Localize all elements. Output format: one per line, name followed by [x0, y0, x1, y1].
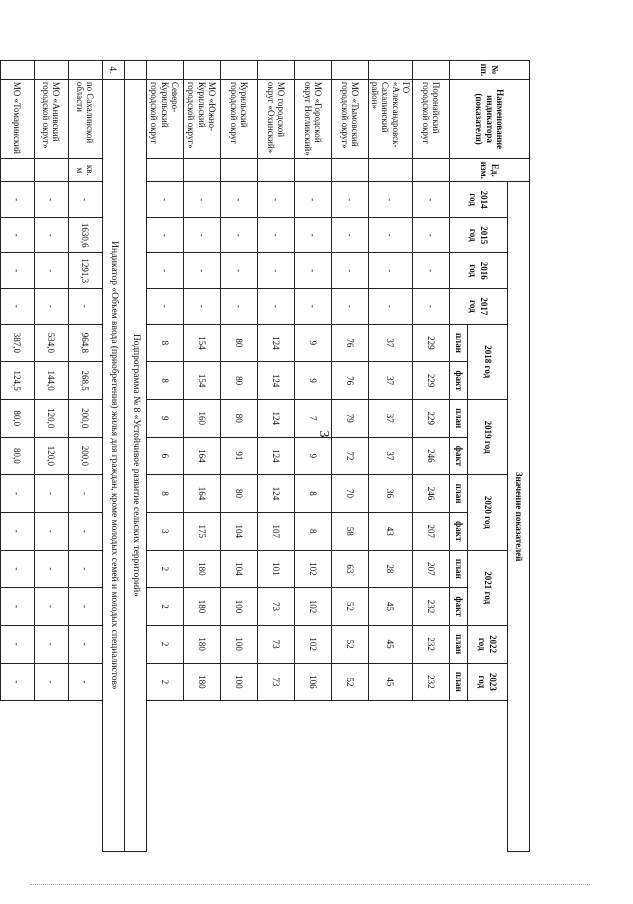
value-cell: -	[294, 182, 331, 218]
value-cell: -	[0, 512, 34, 550]
value-cell: -	[294, 217, 331, 253]
table-row	[294, 61, 331, 852]
value-cell: 387,0	[0, 324, 34, 362]
value-cell: 8	[294, 512, 331, 550]
value-cell: -	[331, 289, 368, 325]
value-cell: -	[0, 217, 34, 253]
value-cell: 107	[257, 512, 294, 550]
value-cell: -	[34, 475, 68, 513]
value-cell: 200,0	[68, 437, 102, 475]
value-cell: -	[34, 625, 68, 663]
indicator-table	[0, 60, 530, 852]
value-cell: 80	[220, 399, 257, 437]
value-cell: 2	[146, 625, 183, 663]
year-2022-header: 2022 год	[468, 625, 508, 663]
value-cell: 100	[220, 588, 257, 626]
value-cell: -	[34, 253, 68, 289]
table-row	[220, 61, 257, 852]
value-cell: -	[68, 588, 102, 626]
value-cell: 180	[183, 550, 220, 588]
value-cell: -	[368, 182, 412, 218]
value-cell: -	[257, 217, 294, 253]
value-cell: -	[368, 253, 412, 289]
plan-header: план	[450, 324, 468, 362]
value-cell: -	[183, 182, 220, 218]
row-name-cell: МО «Южно-Курильский городской округ»	[183, 79, 220, 159]
subprogram-row	[124, 61, 146, 852]
value-cell: 229	[413, 362, 450, 400]
value-cell: 180	[183, 588, 220, 626]
value-cell: 120,0	[34, 437, 68, 475]
table-row	[413, 61, 450, 852]
value-cell: 79	[331, 399, 368, 437]
value-cell: 164	[183, 437, 220, 475]
year-2023-header: 2023 год	[468, 663, 508, 701]
table-row	[34, 61, 68, 852]
value-cell: 52	[331, 588, 368, 626]
value-cell: -	[183, 217, 220, 253]
value-cell: 154	[183, 362, 220, 400]
value-cell: 200,0	[68, 399, 102, 437]
value-cell: 104	[220, 512, 257, 550]
value-cell: -	[257, 289, 294, 325]
row-name-cell: ГО «Александровск-Сахалинский район»	[368, 79, 412, 159]
row-unit-cell	[0, 159, 34, 182]
row-unit-cell	[34, 159, 68, 182]
row-unit-cell	[257, 159, 294, 182]
value-cell: 37	[368, 437, 412, 475]
year-2017-header: 2017 год	[450, 289, 508, 325]
value-cell: -	[368, 289, 412, 325]
value-cell: -	[34, 182, 68, 218]
value-cell: 72	[331, 437, 368, 475]
row-num-cell	[68, 61, 102, 80]
value-cell: -	[34, 663, 68, 701]
value-cell: -	[68, 289, 102, 325]
value-cell: 268,5	[68, 362, 102, 400]
value-cell: 175	[183, 512, 220, 550]
fact-header: факт	[450, 362, 468, 400]
year-2016-header: 2016 год	[450, 253, 508, 289]
plan-header: план	[450, 663, 468, 701]
row-unit-cell	[294, 159, 331, 182]
value-cell: -	[34, 217, 68, 253]
value-cell: 73	[257, 663, 294, 701]
value-cell: 102	[294, 588, 331, 626]
value-cell: -	[34, 512, 68, 550]
value-cell: -	[220, 182, 257, 218]
value-cell: 28	[368, 550, 412, 588]
value-cell: -	[68, 475, 102, 513]
col-unit-header: Ед. изм.	[450, 159, 530, 182]
row-num-cell	[220, 61, 257, 80]
row-name-cell: МО «Томаринский	[0, 79, 34, 159]
row-unit-cell: кв. м	[68, 159, 102, 182]
value-cell: 8	[146, 362, 183, 400]
year-2020-header: 2020 год	[468, 475, 508, 550]
value-cell: 80	[220, 362, 257, 400]
value-cell: 124	[257, 324, 294, 362]
row-num-cell	[257, 61, 294, 80]
row-num-cell	[183, 61, 220, 80]
fact-header: факт	[450, 437, 468, 475]
row-num-cell	[368, 61, 412, 80]
row-num-cell	[34, 61, 68, 80]
value-cell: -	[0, 550, 34, 588]
value-cell: -	[257, 182, 294, 218]
row-name-cell: МО «Анивский городской округ»	[34, 79, 68, 159]
value-cell: -	[220, 217, 257, 253]
row-name-cell: Поронайский городской округ	[413, 79, 450, 159]
value-cell: 73	[257, 588, 294, 626]
value-cell: 76	[331, 362, 368, 400]
table-row	[183, 61, 220, 852]
value-cell: 6	[146, 437, 183, 475]
value-cell: -	[0, 625, 34, 663]
table-row	[0, 61, 34, 852]
value-cell: 154	[183, 324, 220, 362]
value-cell: 101	[257, 550, 294, 588]
value-cell: 45	[368, 663, 412, 701]
value-cell: -	[34, 588, 68, 626]
value-cell: 37	[368, 324, 412, 362]
rotated-table-container	[12, 60, 530, 852]
value-cell: -	[146, 289, 183, 325]
value-cell: 144,0	[34, 362, 68, 400]
value-cell: -	[0, 253, 34, 289]
value-cell: 229	[413, 324, 450, 362]
row-name-cell: МО «Городской округ Ногликский»	[294, 79, 331, 159]
row-unit-cell	[183, 159, 220, 182]
table-row	[257, 61, 294, 852]
page-number: 3	[316, 430, 331, 438]
value-cell: -	[183, 253, 220, 289]
value-cell: 964,8	[68, 324, 102, 362]
value-cell: 160	[183, 399, 220, 437]
value-cell: 58	[331, 512, 368, 550]
year-2015-header: 2015 год	[450, 217, 508, 253]
indicator-row	[102, 61, 124, 852]
value-cell: -	[0, 289, 34, 325]
value-cell: 76	[331, 324, 368, 362]
value-cell: 232	[413, 588, 450, 626]
value-cell: 45	[368, 625, 412, 663]
value-cell: -	[183, 289, 220, 325]
value-cell: 120,0	[34, 399, 68, 437]
year-2021-header: 2021 год	[468, 550, 508, 625]
col-num-header: № пп.	[450, 61, 530, 80]
value-cell: -	[220, 289, 257, 325]
row-unit-cell	[413, 159, 450, 182]
value-cell: -	[68, 512, 102, 550]
value-cell: 124	[257, 362, 294, 400]
value-cell: 3	[146, 512, 183, 550]
value-cell: 104	[220, 550, 257, 588]
table-row	[68, 61, 102, 852]
col-name-header: Наименование индикатора (показателя)	[450, 79, 530, 159]
value-cell: 207	[413, 512, 450, 550]
value-cell: 207	[413, 550, 450, 588]
row-unit-cell	[331, 159, 368, 182]
value-cell: 180	[183, 663, 220, 701]
row-num-cell	[146, 61, 183, 80]
value-cell: 43	[368, 512, 412, 550]
value-cell: 9	[294, 437, 331, 475]
value-cell: 63	[331, 550, 368, 588]
value-cell: 124	[257, 399, 294, 437]
plan-header: план	[450, 550, 468, 588]
values-group-header: Значение показателей	[508, 182, 530, 852]
value-cell: 8	[294, 475, 331, 513]
row-name-cell: Курильский городской округ	[220, 79, 257, 159]
value-cell: 232	[413, 625, 450, 663]
value-cell: 9	[146, 399, 183, 437]
value-cell: -	[413, 182, 450, 218]
value-cell: -	[0, 182, 34, 218]
row-unit-cell	[220, 159, 257, 182]
row-unit-cell	[146, 159, 183, 182]
value-cell: 180	[183, 625, 220, 663]
value-cell: 102	[294, 625, 331, 663]
row-unit-cell	[368, 159, 412, 182]
page-bottom-dotted-line	[30, 884, 590, 885]
table-row	[146, 61, 183, 852]
value-cell: -	[294, 289, 331, 325]
value-cell: -	[220, 253, 257, 289]
value-cell: -	[146, 253, 183, 289]
value-cell: 232	[413, 663, 450, 701]
value-cell: -	[68, 550, 102, 588]
row-name-cell: Северо-Курильский городской округ	[146, 79, 183, 159]
value-cell: 52	[331, 625, 368, 663]
table-row	[331, 61, 368, 852]
value-cell: 246	[413, 475, 450, 513]
year-2019-header: 2019 год	[468, 399, 508, 474]
value-cell: 534,0	[34, 324, 68, 362]
value-cell: 80	[220, 324, 257, 362]
value-cell: 1630,6	[68, 217, 102, 253]
plan-header: план	[450, 625, 468, 663]
value-cell: 2	[146, 663, 183, 701]
value-cell: 80,0	[0, 437, 34, 475]
value-cell: 45	[368, 588, 412, 626]
row-num-cell	[0, 61, 34, 80]
row-num-cell	[413, 61, 450, 80]
value-cell: 70	[331, 475, 368, 513]
table-row	[368, 61, 412, 852]
value-cell: 80	[220, 475, 257, 513]
value-cell: -	[68, 663, 102, 701]
row-num-cell	[331, 61, 368, 80]
value-cell: -	[146, 182, 183, 218]
value-cell: 1291,3	[68, 253, 102, 289]
table-body-b	[0, 61, 102, 852]
value-cell: 229	[413, 399, 450, 437]
indicator-title: Индикатор «Объем ввода (приобретения) жилья для граждан, кроме молодых семей и молодых специалистов»	[102, 79, 124, 851]
value-cell: 52	[331, 663, 368, 701]
header-row-1	[508, 61, 530, 852]
value-cell: 246	[413, 437, 450, 475]
table-area	[12, 60, 530, 852]
row-name-cell: МО «Тымовский городской округ»	[331, 79, 368, 159]
value-cell: 106	[294, 663, 331, 701]
value-cell: -	[0, 588, 34, 626]
year-2018-header: 2018 год	[468, 324, 508, 399]
value-cell: 2	[146, 550, 183, 588]
value-cell: 100	[220, 663, 257, 701]
value-cell: -	[331, 182, 368, 218]
value-cell: 102	[294, 550, 331, 588]
value-cell: -	[413, 253, 450, 289]
value-cell: 37	[368, 362, 412, 400]
value-cell: 91	[220, 437, 257, 475]
value-cell: -	[294, 253, 331, 289]
value-cell: -	[0, 475, 34, 513]
value-cell: -	[68, 625, 102, 663]
value-cell: 124	[257, 475, 294, 513]
year-2014-header: 2014 год	[450, 182, 508, 218]
value-cell: -	[34, 289, 68, 325]
value-cell: -	[368, 217, 412, 253]
value-cell: -	[413, 217, 450, 253]
fact-header: факт	[450, 588, 468, 626]
value-cell: -	[146, 217, 183, 253]
subprogram-title: Подпрограмма № 8 «Устойчивое развитие сельских территорий»	[124, 79, 146, 851]
value-cell: 9	[294, 362, 331, 400]
value-cell: -	[257, 253, 294, 289]
indicator-num: 4.	[102, 61, 124, 80]
value-cell: -	[331, 217, 368, 253]
value-cell: 7	[294, 399, 331, 437]
value-cell: 37	[368, 399, 412, 437]
value-cell: 73	[257, 625, 294, 663]
value-cell: 124,5	[0, 362, 34, 400]
value-cell: 8	[146, 475, 183, 513]
value-cell: 100	[220, 625, 257, 663]
value-cell: 36	[368, 475, 412, 513]
value-cell: 164	[183, 475, 220, 513]
value-cell: -	[0, 663, 34, 701]
table-body-section	[102, 61, 146, 852]
subprogram-num-cell	[124, 61, 146, 80]
value-cell: 2	[146, 588, 183, 626]
table-body-a	[146, 61, 449, 852]
row-num-cell	[294, 61, 331, 80]
plan-header: план	[450, 475, 468, 513]
value-cell: -	[34, 550, 68, 588]
value-cell: 8	[146, 324, 183, 362]
fact-header: факт	[450, 512, 468, 550]
value-cell: -	[413, 289, 450, 325]
row-name-cell: по Сахалинской области	[68, 79, 102, 159]
value-cell: 9	[294, 324, 331, 362]
row-name-cell: МО городской округ «Охинский»	[257, 79, 294, 159]
value-cell: 124	[257, 437, 294, 475]
value-cell: -	[68, 182, 102, 218]
value-cell: -	[331, 253, 368, 289]
plan-header: план	[450, 399, 468, 437]
value-cell: 80,0	[0, 399, 34, 437]
